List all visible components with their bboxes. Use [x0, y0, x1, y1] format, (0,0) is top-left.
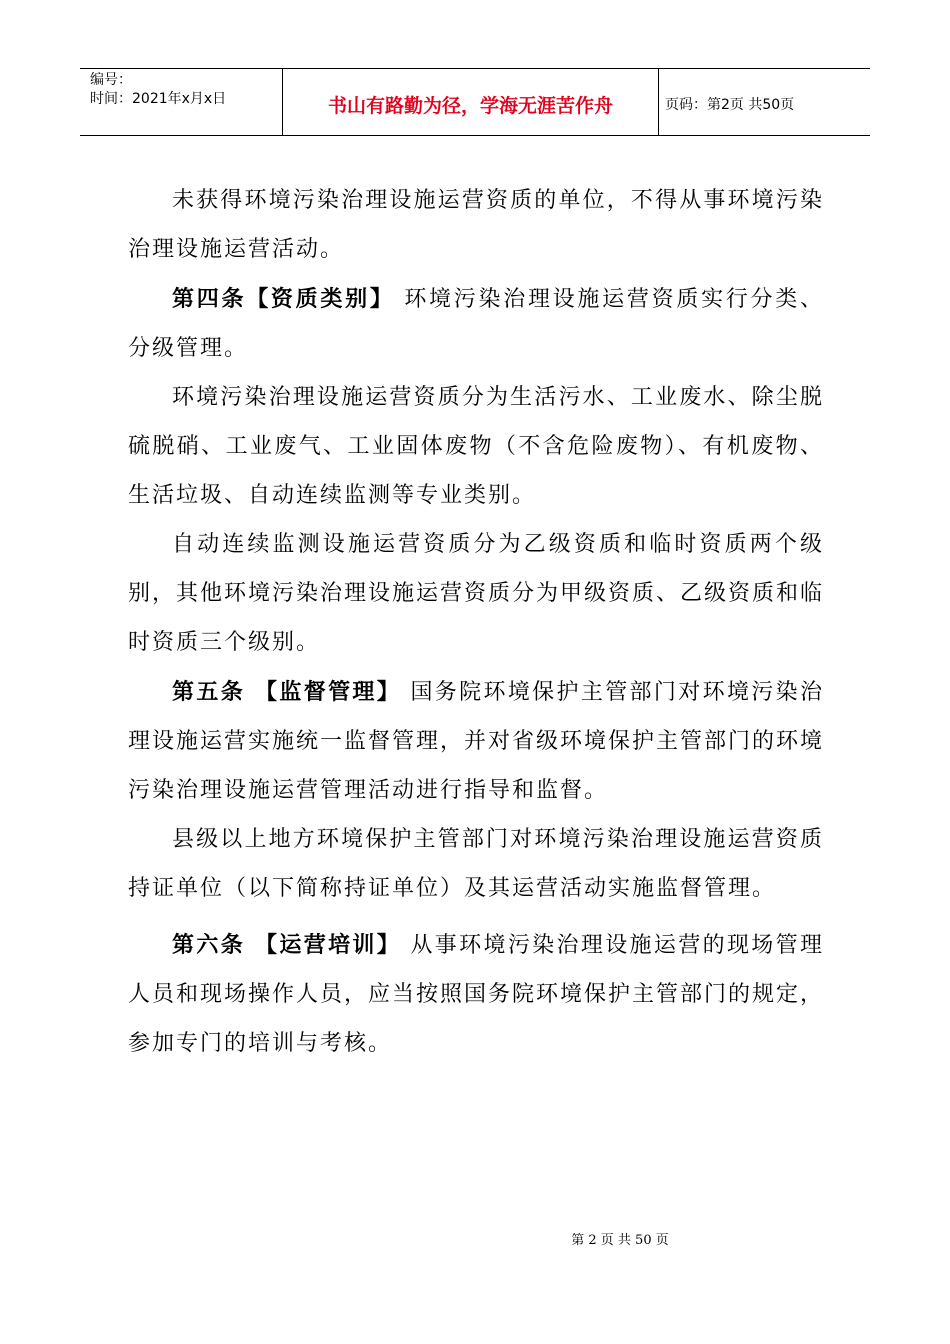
document-body: [128, 176, 824, 1068]
article-text: 国务院环境保护主管部门对环境污染治理设施运营实施统一监督管理，并对省级环境保护主管部门的环境污染治理设施运营管理活动进行指导和监督。: [128, 680, 825, 803]
motto-text: 书山有路勤为径，学海无涯苦作舟: [327, 94, 613, 117]
article-text: 从事环境污染治理设施运营的现场管理人员和现场操作人员，应当按照国务院环境保护主管部门的规定，参加专门的培训与考核。: [128, 933, 825, 1056]
header-motto-cell: [283, 69, 659, 135]
header-table: [80, 68, 870, 136]
paragraph: 环境污染治理设施运营资质分为生活污水、工业废水、除尘脱硫脱硝、工业废气、工业固体废物（不含危险废物）、有机废物、生活垃圾、自动连续监测等专业类别。: [128, 385, 824, 508]
article-6: [128, 921, 824, 1068]
article-5: [128, 668, 824, 815]
article-4: [128, 275, 824, 373]
article-heading: 第六条 【运营培训】: [172, 933, 402, 958]
article-heading: 第五条 【监督管理】: [172, 680, 402, 705]
article-heading: 第四条【资质类别】: [172, 287, 395, 312]
page-footer: [0, 1229, 950, 1248]
paragraph: 未获得环境污染治理设施运营资质的单位，不得从事环境污染治理设施运营活动。: [128, 188, 824, 262]
paragraph: 自动连续监测设施运营资质分为乙级资质和临时资质两个级别，其他环境污染治理设施运营资质分为甲级资质、乙级资质和临时资质三个级别。: [128, 532, 825, 655]
date-label: 时间：2021年x月x日: [90, 91, 227, 107]
paragraph: 县级以上地方环境保护主管部门对环境污染治理设施运营资质持证单位（以下简称持证单位）及其运营活动实施监督管理。: [128, 827, 824, 901]
page-info: 页码：第2页 共50页: [665, 97, 795, 113]
article-text: 环境污染治理设施运营资质实行分类、分级管理。: [128, 287, 824, 361]
header-meta-cell: [80, 69, 283, 135]
footer-page-number: 第 2 页 共 50 页: [571, 1233, 669, 1248]
header-page-cell: [659, 69, 870, 135]
number-label: 编号：: [90, 72, 132, 88]
